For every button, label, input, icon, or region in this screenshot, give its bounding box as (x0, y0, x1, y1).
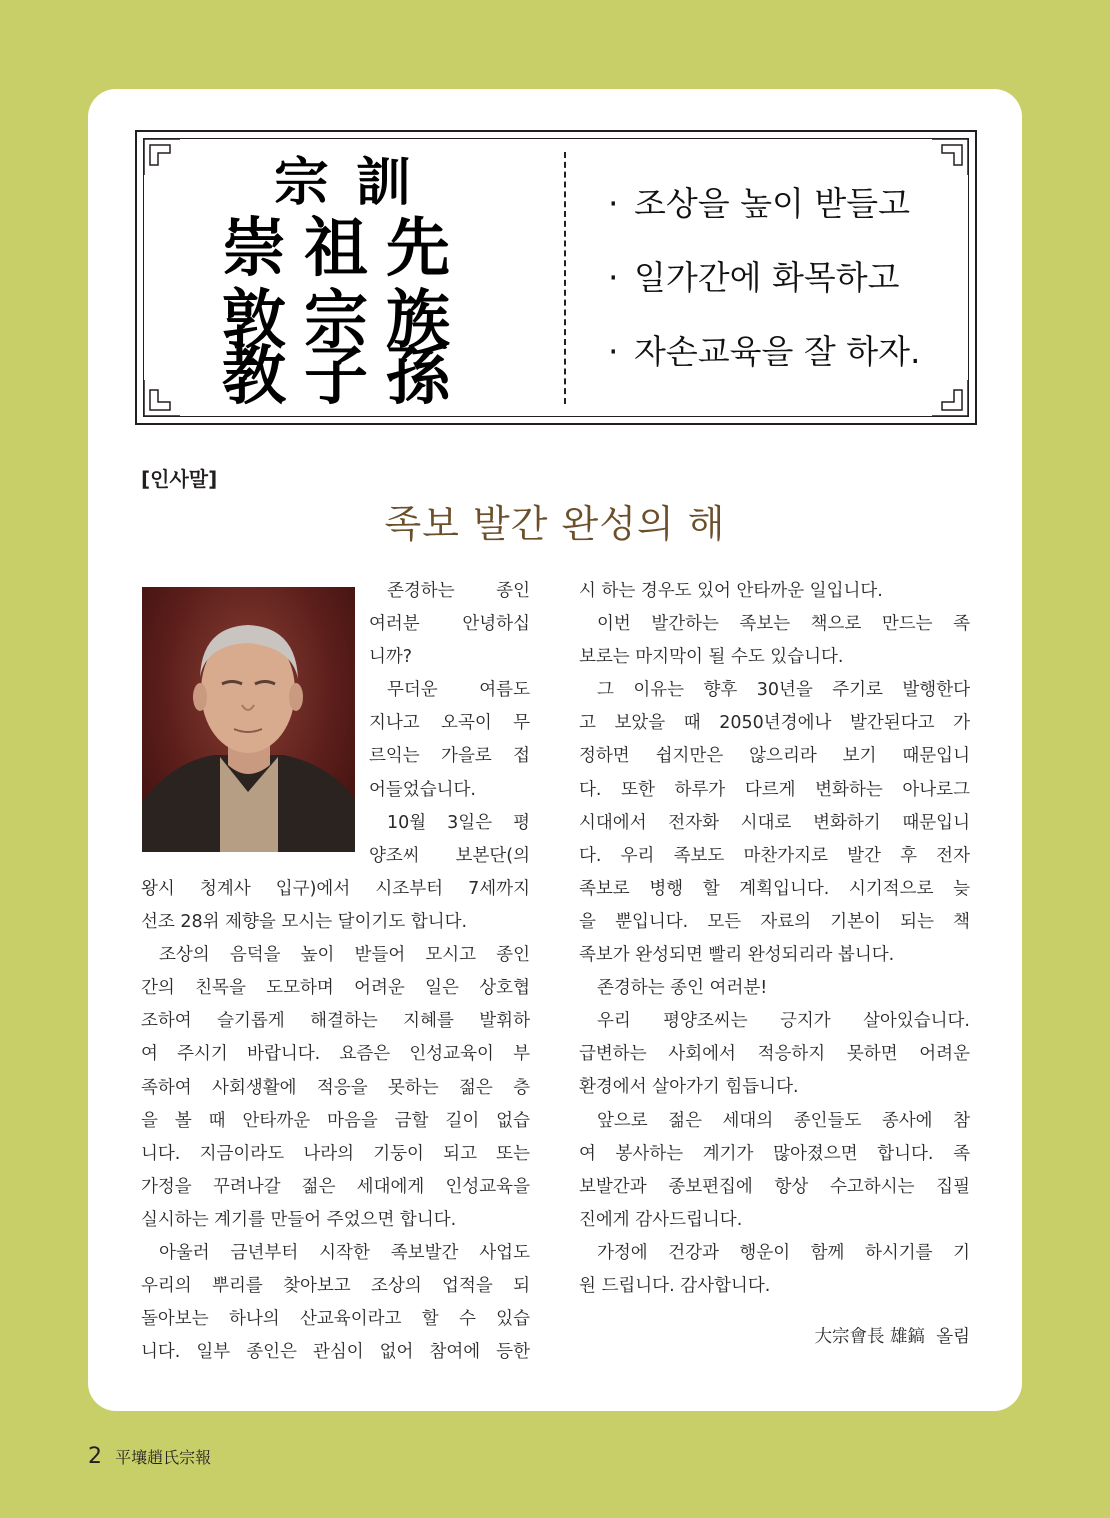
text-line: 다. 우리 족보도 마찬가지로 발간 후 전자 (579, 845, 970, 866)
text-line: 그 이유는 향후 30년을 주기로 발행한다 (597, 680, 970, 701)
text-line: 조상의 음덕을 높이 받들어 모시고 종인 (159, 945, 530, 966)
corner-ornament-icon (928, 135, 972, 179)
text-line: 보로는 마지막이 될 수도 있습니다. (579, 647, 844, 668)
article-category: [인사말] (141, 467, 218, 491)
page-number: 2 (88, 1444, 102, 1469)
text-line: 니까? (369, 647, 413, 668)
text-line: 여러분 안녕하십 (369, 614, 530, 635)
text-line: 간의 친목을 도모하며 어려운 일은 상호협 (141, 978, 530, 999)
corner-ornament-icon (928, 376, 972, 420)
text-line: 가정에 건강과 행운이 함께 하시기를 기 (597, 1242, 970, 1263)
corner-ornament-icon (140, 135, 184, 179)
text-line: 선조 28위 제향을 모시는 달이기도 합니다. (141, 912, 468, 933)
text-line: 족보로 병행 할 계획입니다. 시기적으로 늦 (579, 878, 970, 899)
text-line: 진에게 감사드립니다. (579, 1209, 743, 1230)
motto-line: 崇祖先 (222, 211, 468, 286)
text-line: 무더운 여름도 (387, 680, 530, 701)
text-line: 우리 평양조씨는 긍지가 살아있습니다. (597, 1011, 970, 1032)
motto-point (608, 184, 910, 224)
text-line: 지나고 오곡이 무 (369, 713, 530, 734)
bullet-icon: · (608, 332, 619, 371)
text-line: 시 하는 경우도 있어 안타까운 일입니다. (579, 581, 883, 601)
text-line: 조하여 슬기롭게 해결하는 지혜를 발휘하 (141, 1011, 530, 1032)
text-line: 10월 3일은 평 (387, 812, 530, 833)
motto-title: 宗訓 (274, 152, 438, 213)
text-line: 원 드립니다. 감사합니다. (579, 1275, 771, 1296)
text-line: 정하면 쉽지만은 않으리라 보기 때문입니 (579, 746, 970, 767)
motto-point (608, 332, 921, 372)
text-line: 급변하는 사회에서 적응하지 못하면 어려운 (579, 1044, 970, 1065)
text-line: 시대에서 전자화 시대로 변화하기 때문입니 (579, 812, 970, 833)
page-footer (88, 1444, 211, 1469)
motto-point-text: 자손교육을 잘 하자. (634, 332, 921, 371)
text-line: 다. 또한 하루가 다르게 변화하는 아나로그 (579, 779, 970, 800)
publication-name: 平壤趙氏宗報 (115, 1448, 212, 1467)
motto-point-text: 조상을 높이 받들고 (634, 184, 911, 223)
text-line: 왕시 청계사 입구)에서 시조부터 7세까지 (141, 879, 530, 899)
text-line: 우리의 뿌리를 찾아보고 조상의 업적을 되 (141, 1276, 530, 1297)
portrait-illustration (142, 587, 355, 852)
text-line: 보발간과 종보편집에 항상 수고하시는 집필 (579, 1176, 970, 1197)
motto-line: 敦宗族 (222, 283, 468, 358)
bullet-icon: · (608, 184, 619, 223)
motto-line: 教子孫 (222, 339, 468, 414)
text-line: 어들었습니다. (369, 779, 476, 800)
text-line: 환경에서 살아가기 힘듭니다. (579, 1077, 799, 1098)
text-line: 가정을 꾸려나갈 젊은 세대에게 인성교육을 (141, 1176, 530, 1197)
motto-point (608, 258, 900, 298)
text-line: 을 뿐입니다. 모든 자료의 기본이 되는 책 (579, 911, 970, 932)
text-line: 여 봉사하는 계기가 많아졌으면 합니다. 족 (579, 1143, 970, 1164)
text-line: 르익는 가을로 접 (369, 746, 530, 767)
column-left (141, 873, 530, 1369)
column-right (579, 575, 970, 1354)
text-line: 실시하는 계기를 만들어 주었으면 합니다. (141, 1209, 457, 1230)
text-line: 존경하는 종인 (387, 581, 530, 601)
text-line: 족보가 완성되면 빨리 완성되리라 봅니다. (579, 945, 895, 966)
text-line: 족하여 사회생활에 적응을 못하는 젊은 층 (141, 1077, 530, 1098)
text-line: 여 주시기 바랍니다. 요즘은 인성교육이 부 (141, 1044, 530, 1065)
text-line: 이번 발간하는 족보는 책으로 만드는 족 (597, 614, 970, 635)
corner-ornament-icon (140, 376, 184, 420)
text-line: 존경하는 종인 여러분! (597, 978, 768, 999)
bullet-icon: · (608, 258, 619, 297)
text-line: 아울러 금년부터 시작한 족보발간 사업도 (159, 1243, 530, 1264)
text-line: 양조씨 보본단(의 (369, 845, 530, 866)
text-line: 을 볼 때 안타까운 마음을 금할 길이 없습 (141, 1110, 530, 1131)
column-left-top (369, 575, 530, 873)
article-headline: 족보 발간 완성의 해 (384, 502, 726, 546)
signature: 大宗會長 雄鎬 올림 (814, 1327, 970, 1348)
author-portrait (142, 587, 355, 852)
text-line: 돌아보는 하나의 산교육이라고 할 수 있습 (141, 1309, 530, 1330)
text-line: 니다. 지금이라도 나라의 기둥이 되고 또는 (141, 1143, 530, 1164)
text-line: 고 보았을 때 2050년경에나 발간된다고 가 (579, 713, 970, 734)
motto-divider (564, 152, 566, 404)
text-line: 앞으로 젊은 세대의 종인들도 종사에 참 (597, 1110, 970, 1131)
text-line: 니다. 일부 종인은 관심이 없어 참여에 등한 (141, 1342, 530, 1363)
motto-point-text: 일가간에 화목하고 (634, 258, 900, 297)
